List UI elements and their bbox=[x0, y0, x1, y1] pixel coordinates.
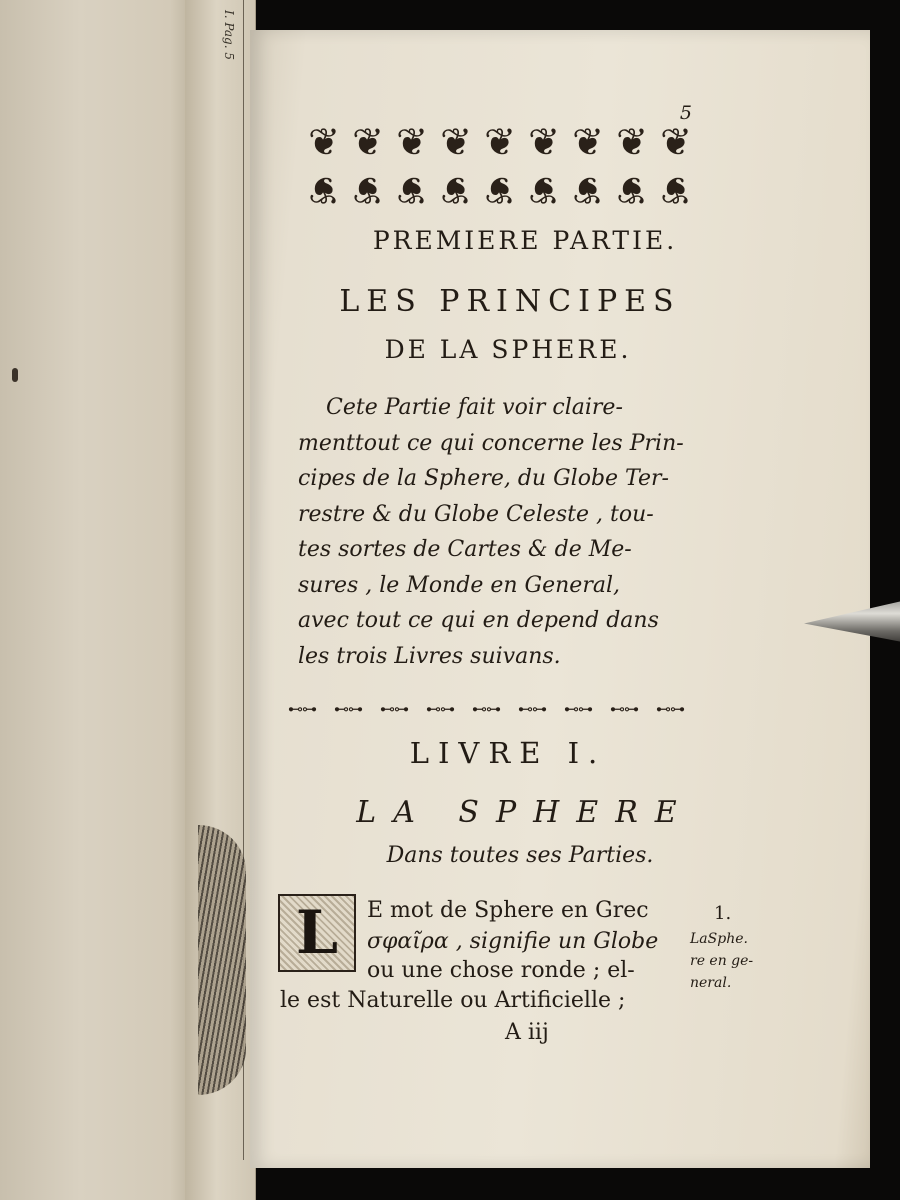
book-title: LA SPHERE bbox=[356, 795, 694, 830]
intro-line: menttout ce qui concerne les Prin- bbox=[298, 430, 684, 456]
fleuron-icon: ❦ bbox=[572, 120, 604, 164]
rule-ornament-icon: ⊷⊶ bbox=[564, 700, 592, 718]
rule-ornament-icon: ⊷⊶ bbox=[610, 700, 638, 718]
stub-label: I. Pag. 5 bbox=[222, 10, 236, 61]
signature-mark: A iij bbox=[505, 1020, 549, 1045]
fleuron-icon: ❦ bbox=[616, 120, 648, 164]
rule-ornament-icon: ⊷⊶ bbox=[426, 700, 454, 718]
ink-blot bbox=[12, 368, 18, 382]
body-line: le est Naturelle ou Artificielle ; bbox=[280, 988, 626, 1013]
body-line: ou une chose ronde ; el- bbox=[367, 958, 635, 983]
book-subtitle: Dans toutes ses Parties. bbox=[386, 843, 654, 868]
intro-line: sures , le Monde en General, bbox=[298, 572, 620, 598]
fleuron-icon: ❦ bbox=[440, 168, 472, 212]
fleuron-icon: ❦ bbox=[572, 168, 604, 212]
rule-ornament-icon: ⊷⊶ bbox=[288, 700, 316, 718]
fleuron-icon: ❦ bbox=[528, 120, 560, 164]
fleuron-icon: ❦ bbox=[308, 120, 340, 164]
page-title: LES PRINCIPES bbox=[339, 284, 681, 319]
facing-page bbox=[0, 0, 200, 1200]
body-line: E mot de Sphere en Grec bbox=[367, 898, 649, 923]
rule-ornament-icon: ⊷⊶ bbox=[334, 700, 362, 718]
body-line: σφαῖρα , signifie un Globe bbox=[367, 929, 659, 954]
drop-cap-letter: L bbox=[295, 898, 339, 968]
intro-line: restre & du Globe Celeste , tou- bbox=[298, 501, 654, 527]
page-number: 5 bbox=[679, 102, 692, 124]
book-heading: LIVRE I. bbox=[409, 736, 607, 770]
fleuron-icon: ❦ bbox=[396, 168, 428, 212]
globe-engraving-edge bbox=[198, 825, 246, 1095]
fleuron-icon: ❦ bbox=[352, 168, 384, 212]
book-page bbox=[250, 30, 870, 1168]
intro-paragraph bbox=[298, 390, 708, 674]
headpiece-ornament bbox=[302, 118, 698, 214]
fleuron-icon: ❦ bbox=[660, 120, 692, 164]
margin-note bbox=[690, 900, 770, 994]
rule-ornament-icon: ⊷⊶ bbox=[518, 700, 546, 718]
fleuron-icon: ❦ bbox=[528, 168, 560, 212]
fleuron-icon: ❦ bbox=[352, 120, 384, 164]
margin-note-line: re en ge- bbox=[690, 953, 754, 969]
intro-line: cipes de la Sphere, du Globe Ter- bbox=[298, 466, 669, 491]
intro-line: Cete Partie fait voir claire- bbox=[326, 395, 623, 420]
fleuron-icon: ❦ bbox=[484, 168, 516, 212]
intro-line: avec tout ce qui en depend dans bbox=[298, 608, 659, 633]
fleuron-icon: ❦ bbox=[396, 120, 428, 164]
intro-line: les trois Livres suivans. bbox=[298, 643, 561, 669]
fleuron-icon: ❦ bbox=[616, 168, 648, 212]
fleuron-icon: ❦ bbox=[484, 120, 516, 164]
margin-note-line: neral. bbox=[690, 975, 732, 991]
margin-note-line: LaSphe. bbox=[690, 931, 748, 947]
page-subtitle: DE LA SPHERE. bbox=[384, 335, 632, 364]
fleuron-icon: ❦ bbox=[440, 120, 472, 164]
rule-ornament-icon: ⊷⊶ bbox=[656, 700, 684, 718]
rule-ornament-icon: ⊷⊶ bbox=[472, 700, 500, 718]
rule-ornament-icon: ⊷⊶ bbox=[380, 700, 408, 718]
margin-number: 1. bbox=[714, 903, 732, 924]
part-heading: PREMIERE PARTIE. bbox=[372, 226, 678, 255]
intro-line: tes sortes de Cartes & de Me- bbox=[298, 537, 632, 562]
fleuron-icon: ❦ bbox=[660, 168, 692, 212]
fleuron-icon: ❦ bbox=[308, 168, 340, 212]
ornamental-rule bbox=[288, 700, 684, 718]
drop-cap bbox=[278, 894, 356, 972]
